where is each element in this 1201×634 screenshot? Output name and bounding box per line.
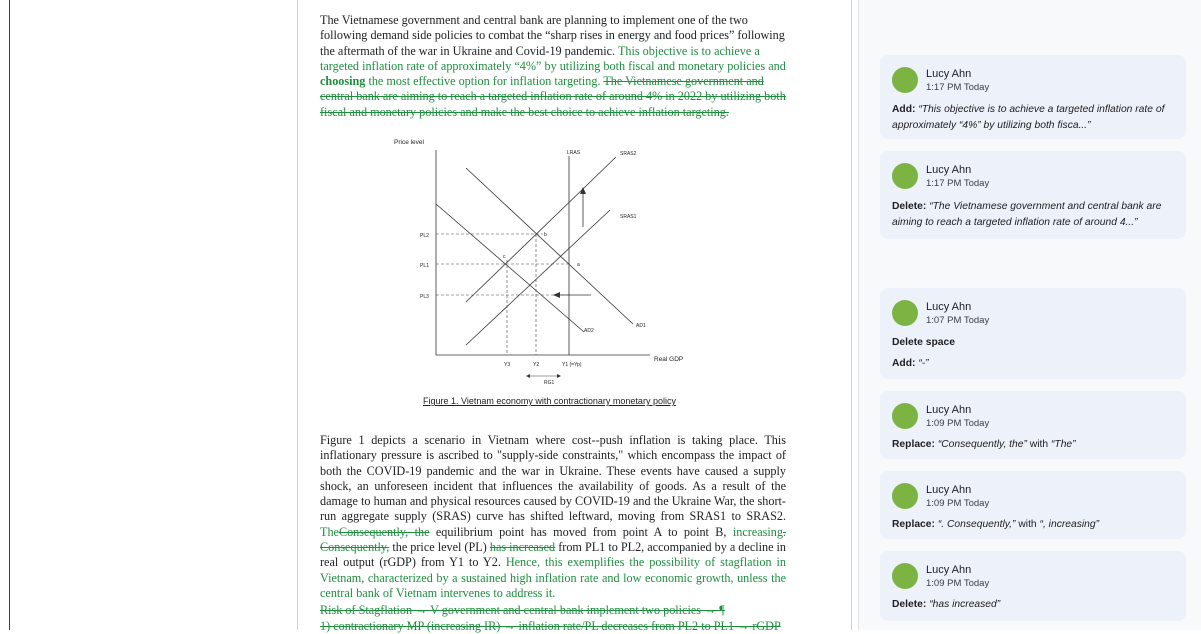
pl1-label: PL1 [420,263,429,269]
analysis-text-3: the price level (PL) [392,540,487,555]
lras-label: LRAS [567,150,581,156]
sras2-label: SRAS2 [620,151,637,157]
suggestion-time: 1:09 PM Today [926,498,990,509]
suggestion-description-add: Add: “-” [892,358,929,369]
y1-label: Y1 (=Yp) [562,362,582,368]
avatar [892,483,918,509]
figure-caption: Figure 1. Vietnam economy with contractionary monetary policy [423,396,676,406]
inserted-choosing-text[interactable]: choosing [320,74,366,89]
deleted-policy-line[interactable]: 1) contractionary MP (increasing IR) → inflation rate/PL decreases from PL2 to PL1 → rGDP [320,619,781,633]
point-c-label: c [503,254,506,260]
suggestion-description: Delete: “has increased” [892,599,1001,610]
y-axis-label: Price level [394,139,424,146]
deleted-aiming-text[interactable]: The Vietnamese government and central bank are aiming to reach a targeted inflation rate of around 4% in 2022 by utilizing both fiscal and monetary policies and make the best choice to achieve inflation targeting. [320,74,786,119]
analysis-text-2: equilibrium point has moved from point A to point B, [435,524,727,539]
pl2-label: PL2 [420,233,429,239]
deleted-consequently[interactable]: . Consequently, [320,524,786,555]
y2-label: Y2 [533,362,540,368]
suggestion-card-2[interactable] [880,151,1186,239]
paragraph-intro[interactable] [320,13,786,120]
inserted-hence-sentence[interactable]: Hence, this exemplifies the possibility of stagflation in Vietnam, characterized by a sustained high inflation rate and low economic growth, unless the central bank of Vietnam intervenes to address it. [320,555,786,600]
avatar [892,300,918,326]
pl3-label: PL3 [420,294,429,300]
y3-label: Y3 [504,362,511,368]
ad1-label: AD1 [636,323,646,329]
avatar [892,403,918,429]
point-b-label: b [544,232,547,238]
analysis-text-1: Figure 1 depicts a scenario in Vietnam where cost--push inflation is taking place. This inflationary pressure is ascribed to "supply-side constraints," which encompass the impact of both the COVID-19 pandemic and the war in Ukraine. These events have caused a supply shock, an unforeseen incident that influences the availability of goods. As a result of the damage to human and physical resources caused by COVID-19 and the Ukraine War, the short-run aggregate supply (SRAS) curve has shifted leftward, moving from SRAS1 to SRAS2. [320,433,786,524]
x-axis-label: Real GDP [654,356,684,363]
suggestion-author: Lucy Ahn [926,68,972,80]
avatar [892,563,918,589]
avatar [892,163,918,189]
inserted-the[interactable]: The [320,524,339,539]
suggestion-time: 1:09 PM Today [926,418,990,429]
suggestion-author: Lucy Ahn [926,564,972,576]
suggestion-card-1[interactable] [880,55,1186,139]
suggestion-description: Replace: “Consequently, the” with “The” [892,439,1076,450]
suggestion-card-5[interactable] [880,471,1186,539]
document-page[interactable] [297,0,852,633]
suggestion-author: Lucy Ahn [926,404,972,416]
inserted-objective-text[interactable]: This objective is to achieve a targeted inflation rate of approximately “4%” by utilizing both fiscal and monetary policies and [320,43,786,73]
analysis-text-4: from PL1 to PL2, accompanied by a decline in real output (rGDP) from Y1 to Y2. [320,540,787,570]
suggestion-author: Lucy Ahn [926,164,972,176]
point-a-label: a [577,262,580,268]
avatar [892,67,918,93]
paragraph-analysis[interactable] [320,433,786,601]
ad2-label: AD2 [584,328,594,334]
intro-text: The Vietnamese government and central bank are planning to implement one of the two following demand side policies to combat the “sharp rises in energy and food prices” following the aftermath of the war in Ukraine and Covid-19 pandemic. [320,13,785,58]
figure-chart [378,132,684,387]
suggestion-description: Delete space [892,337,955,348]
suggestion-card-6[interactable] [880,551,1186,621]
suggestion-author: Lucy Ahn [926,484,972,496]
suggestion-time: 1:07 PM Today [926,315,990,326]
deleted-consequently-the[interactable]: Consequently, the [338,524,430,539]
paragraph-cut-line[interactable] [320,619,786,633]
sras1-label: SRAS1 [620,214,637,220]
suggestion-description: Delete: “The Vietnamese government and central bank are aiming to reach a targeted inflation rate of around 4...” [892,201,1162,228]
deleted-risk-heading[interactable]: Risk of Stagflation → V government and central bank implement two policies → ¶ [320,603,725,617]
suggestion-card-4[interactable] [880,391,1186,459]
suggestion-card-3[interactable] [880,288,1186,379]
suggestion-description: Add: “This objective is to achieve a targeted inflation rate of approximately “4%” by utilizing both fisca...” [892,104,1165,131]
paragraph-risk-heading[interactable] [320,603,786,618]
left-margin-rule [9,0,10,630]
suggestion-time: 1:17 PM Today [926,82,990,93]
inserted-option-text[interactable]: the most effective option for inflation targeting. [368,74,601,89]
suggestions-sidebar [858,0,1201,630]
suggestion-description: Replace: “. Consequently,” with “, increasing” [892,519,1100,530]
inserted-increasing[interactable]: increasing [732,524,783,539]
suggestion-author: Lucy Ahn [926,301,972,313]
rg1-label: RG1 [544,380,555,386]
deleted-has-increased[interactable]: has increased [489,540,556,555]
suggestion-time: 1:17 PM Today [926,178,990,189]
suggestion-time: 1:09 PM Today [926,578,990,589]
